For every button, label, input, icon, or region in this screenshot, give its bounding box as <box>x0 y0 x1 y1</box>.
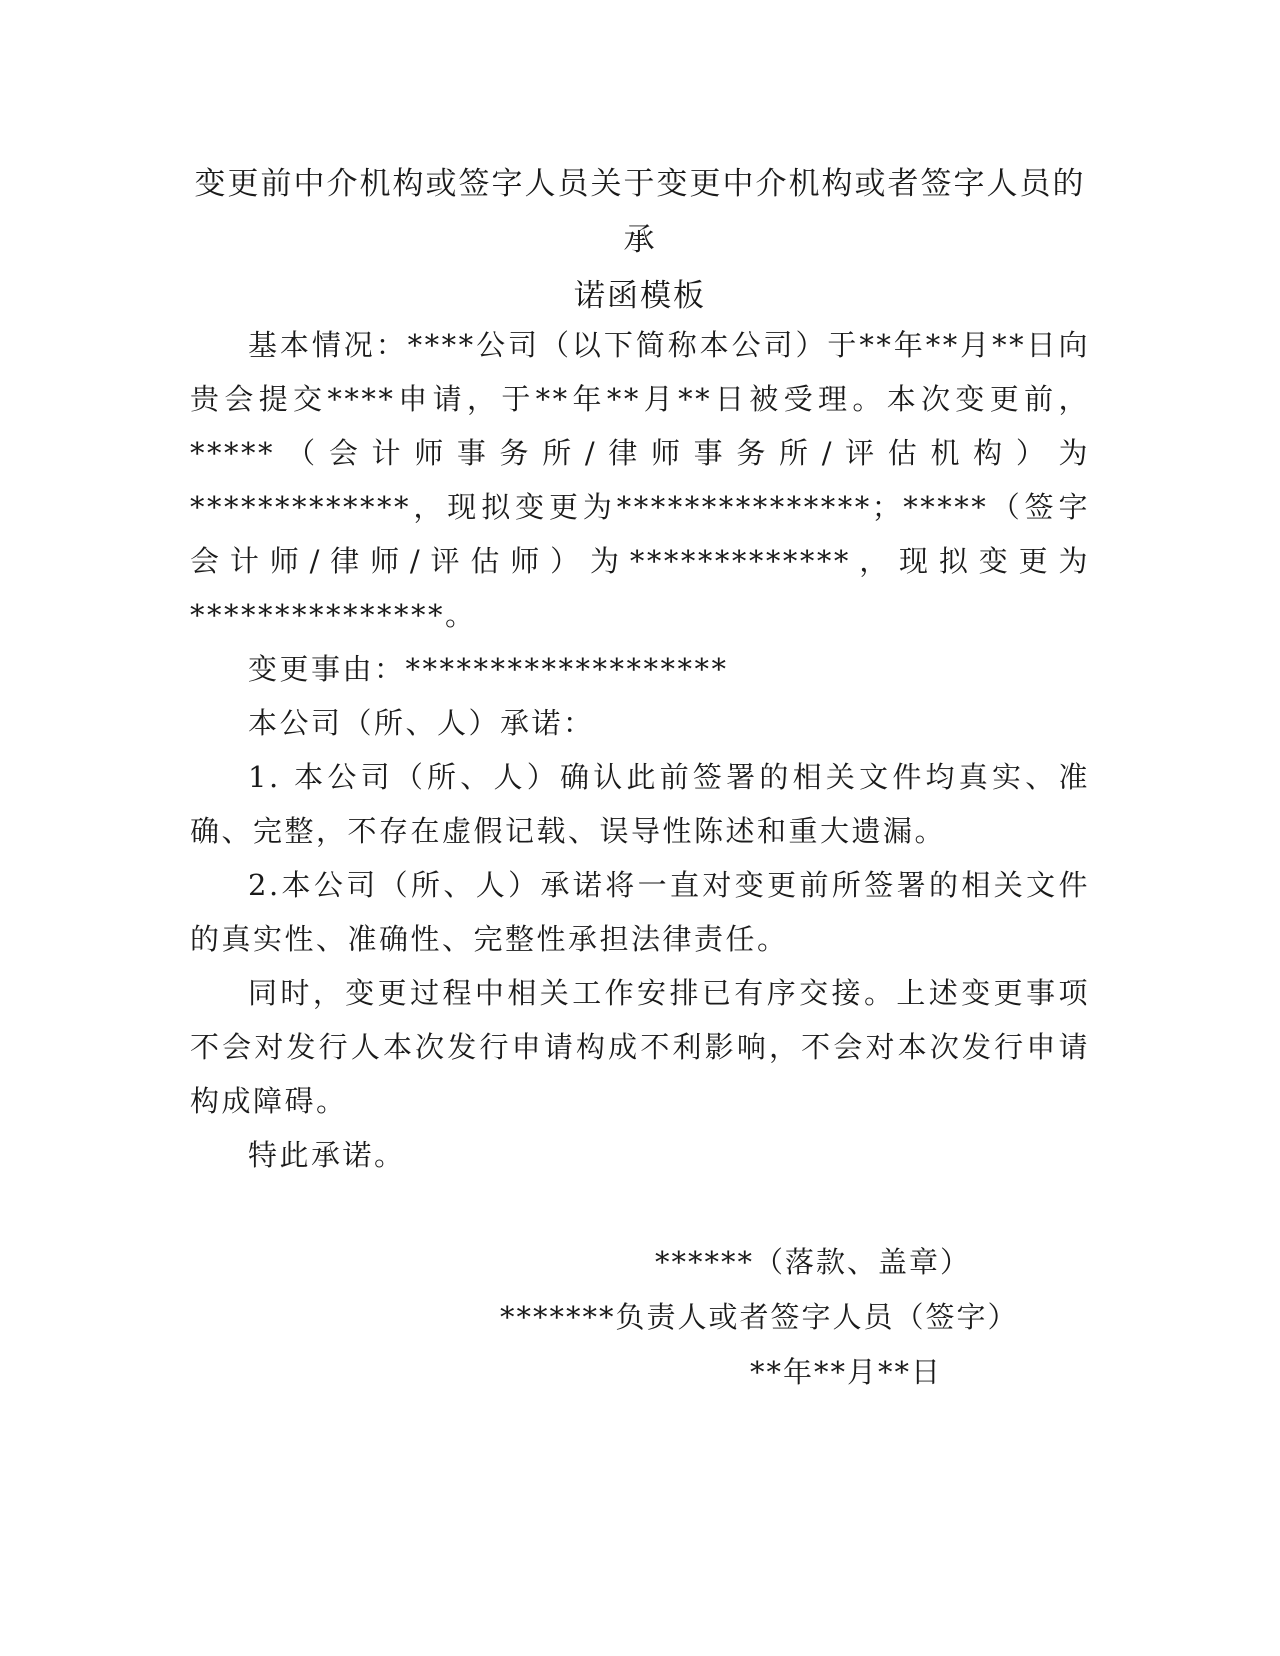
paragraph-basic-info: 基本情况：****公司（以下简称本公司）于**年**月**日向贵会提交****申请，于**年**月**日被受理。本次变更前，*****（会计师事务所/律师事务所/评估机构）为*************，现拟变更为***************；*****（签字会计师/律师/评估师）为*************，现拟变更为***************。 <box>190 328 1090 632</box>
paragraph-handover: 同时，变更过程中相关工作安排已有序交接。上述变更事项不会对发行人本次发行申请构成不利影响，不会对本次发行申请构成障碍。 <box>190 976 1090 1118</box>
signature-date: **年**月**日 <box>750 1355 943 1389</box>
paragraph-commitment-2: 2.本公司（所、人）承诺将一直对变更前所签署的相关文件的真实性、准确性、完整性承担法律责任。 <box>190 868 1090 956</box>
document-title <box>180 156 1100 324</box>
paragraph-commitment-1: 1. 本公司（所、人）确认此前签署的相关文件均真实、准确、完整，不存在虚假记载、误导性陈述和重大遗漏。 <box>190 760 1090 848</box>
paragraph-closing: 特此承诺。 <box>248 1138 406 1172</box>
signature-signer-line: *******负责人或者签字人员（签字） <box>500 1300 1019 1334</box>
signature-seal-line: ******（落款、盖章） <box>655 1245 972 1279</box>
document-body <box>190 318 1090 1182</box>
paragraph-commitment-intro: 本公司（所、人）承诺： <box>248 706 595 740</box>
title-line-2: 诺函模板 <box>574 278 706 314</box>
title-line-1: 变更前中介机构或签字人员关于变更中介机构或者签字人员的承 <box>194 166 1086 258</box>
paragraph-change-reason: 变更事由：******************* <box>248 652 729 686</box>
